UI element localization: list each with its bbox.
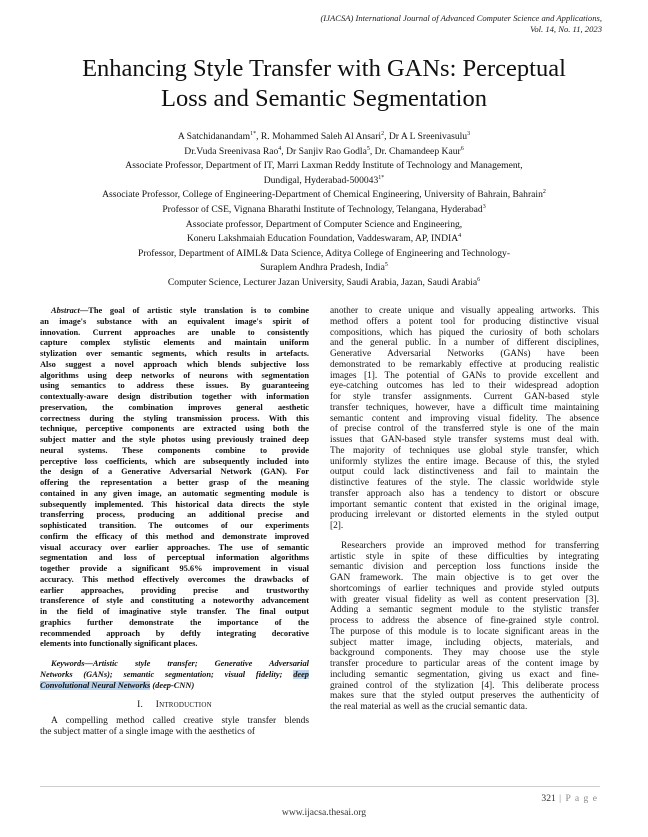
- affiliation-5: Professor, Department of AIML& Data Science, Aditya College of Engineering and Technology-: [137, 247, 511, 259]
- section-number: I.: [137, 700, 144, 711]
- text-line: sophisticated transition. The outcomes of our experiments: [40, 521, 309, 530]
- affiliation-6: [30, 276, 618, 291]
- text-line: including semantic segmentation, giving us exact and fine-: [330, 669, 599, 680]
- abstract-text: The goal of artistic style translation is to combine: [88, 306, 309, 315]
- affiliation-3: [30, 203, 618, 218]
- text-line: The majority of techniques use global style transfer, which: [330, 445, 599, 456]
- text-line: transference of style and constituting a noteworthy advancement: [40, 596, 309, 606]
- text-line: with greater visual fidelity as well as content preservation [3].: [330, 594, 599, 605]
- text-line: confirm the efficacy of this method and demonstrate improved: [40, 531, 309, 541]
- text-line: contextually-aware design distribution together with information: [40, 392, 309, 401]
- text-line: compositions, which has piqued the curiosity of both scholars: [330, 327, 599, 338]
- journal-header: [320, 13, 602, 34]
- section-title: Introduction: [155, 700, 212, 711]
- text-line: output could lack distinctiveness and fail to maintain the: [330, 467, 599, 478]
- text-line: background components. They may choose use the style: [330, 648, 599, 659]
- page-number-value: 321: [541, 793, 556, 804]
- text-line: Researchers provide an improved method for transferring: [341, 540, 599, 551]
- text-line: the design of a Generative Adversarial Network (GAN). For: [40, 467, 309, 477]
- text-line: correctness during the styling transmission process. With this: [40, 413, 309, 423]
- text-line: subject matter and the style photos using previously trained deep: [40, 435, 309, 444]
- right-column: [330, 306, 599, 713]
- text-line: shortcomings of earlier techniques and provide styled outputs: [330, 583, 599, 594]
- author-affiliation-mark: 2: [381, 131, 385, 137]
- journal-volume: Vol. 14, No. 11, 2023: [530, 23, 602, 34]
- text-line: offering the representation a better grasp of the meaning: [40, 478, 309, 487]
- text-line: eye-catching outcomes has led to their widespread adoption: [330, 381, 599, 392]
- author-name: , R. Mohammed Saleh Al Ansari: [256, 131, 382, 142]
- text-line: of precise control of the transferred style is one of the main: [330, 424, 599, 435]
- text-line: visual accuracy over earlier approaches. The use of semantic: [40, 542, 309, 552]
- affiliation-4: Associate professor, Department of Computer Science and Engineering,: [185, 218, 463, 230]
- text-line: semantic content and improving visual fidelity. The absence: [330, 413, 599, 424]
- text-line: neural systems. These components combine to provide: [40, 445, 309, 455]
- text-line: elements into functionally significant places.: [40, 639, 198, 649]
- affiliation-text: Professor of CSE, Vignana Bharathi Institute of Technology, Telangana, Hyderabad: [162, 203, 483, 215]
- text-line: an image's substance with an equivalent image's spirit of: [40, 316, 309, 326]
- affiliation-4-cont: [30, 232, 618, 247]
- text-line: images [1]. The potential of GANs to provide excellent and: [330, 370, 599, 381]
- affiliation-mark: 5: [384, 262, 388, 269]
- page-number: [541, 793, 598, 804]
- author-affiliation-mark: 5: [366, 145, 370, 152]
- author-line-2: [30, 145, 618, 160]
- author-name: Dr.Vuda Sreenivasa Rao: [184, 145, 279, 157]
- text-line: recommended approach by deftly integrating decorative: [40, 628, 309, 638]
- affiliation-text: Suraplem Andhra Pradesh, India: [260, 262, 385, 274]
- title-line-2: Loss and Semantic Segmentation: [161, 85, 487, 112]
- page-word: P a g e: [565, 793, 598, 804]
- text-line: in the field of imaginative style transfer. The final output: [40, 607, 309, 616]
- text-line: capture complex stylistic elements and maintain uniform: [40, 338, 309, 348]
- text-line: segmentation and loss of perceptual information algorithms: [40, 553, 309, 563]
- author-affiliation-mark: 6: [460, 145, 464, 152]
- keywords-text: Artistic style transfer; Generative Adversarial: [92, 659, 309, 668]
- text-line: semantic division and perception loss functions inside the: [330, 562, 599, 573]
- text-line: Generative Adversarial Networks (GANs) have been: [330, 349, 599, 359]
- text-line: uniformly stylizes the entire image. Because of this, the styled: [330, 456, 599, 467]
- affiliation-text: Koneru Lakshmaiah Education Foundation, Vaddeswaram, AP, INDIA: [186, 233, 459, 245]
- highlighted-text: Convolutional Neural Networks: [40, 680, 151, 690]
- text-line: transfer procedure to particular areas of the content image by: [330, 659, 599, 669]
- text-line: GAN framework. The main objective is to get over the: [330, 573, 599, 583]
- text-line: accuracy. This method effectively overcomes the drawbacks of: [40, 574, 309, 584]
- text-line: producing irrelevant or distorted elements in the styled output: [330, 510, 599, 521]
- affiliation-text: Associate Professor, College of Engineering-Department of Chemical Engineering, University of Bahrain, Bahrain: [102, 189, 543, 201]
- text-line: for style transfer assignments. Current GAN-based style: [330, 392, 599, 402]
- text-line: demonstrated to be remarkably effective at producing realistic: [330, 359, 599, 370]
- text-line: subsequently implemented. This historical data directs the style: [40, 499, 309, 509]
- text-line: important semantic content that existed in the original image,: [330, 499, 599, 510]
- text-line: the subject matter of a single image with the aesthetics of: [40, 726, 256, 737]
- section-heading: [40, 700, 309, 711]
- author-name: , Dr Sanjiv Rao Godla: [281, 145, 367, 157]
- affiliation-1: Associate Professor, Department of IT, Marri Laxman Reddy Institute of Technology and Management,: [125, 160, 523, 172]
- text-line: innovation. Current approaches are unable to consistently: [40, 327, 309, 337]
- affiliation-2: [30, 188, 618, 203]
- author-line-1: [30, 130, 618, 145]
- text-line: technique, perceptive components are extracted using both the: [40, 424, 309, 434]
- text-line: Also suggest a novel approach which blends subjective loss: [40, 359, 309, 369]
- paper-title: [30, 54, 618, 114]
- page-separator: |: [555, 793, 566, 804]
- affiliation-1-cont: [30, 174, 618, 189]
- introduction-paragraph: [330, 306, 599, 532]
- keywords-dash: —: [84, 659, 93, 668]
- abstract-first-line: [40, 306, 309, 317]
- text-line: transfer techniques, however, have a difficult time maintaining: [330, 402, 599, 413]
- keywords-text: Networks (GANs); semantic segmentation; visual fidelity;: [40, 669, 294, 679]
- keywords-text: (deep-CNN): [150, 680, 195, 690]
- text-line: [2].: [330, 521, 344, 531]
- author-name: , Dr A L Sreenivasulu: [384, 131, 468, 142]
- affiliation-mark: 1*: [378, 174, 385, 181]
- text-line: method offers a potent tool for producing distinctive visual: [330, 316, 599, 327]
- abstract-body: [40, 317, 309, 650]
- affiliation-mark: 4: [458, 233, 462, 240]
- text-line: graphics further demonstrate the importance of the: [40, 617, 309, 627]
- abstract-label: Abstract: [51, 306, 80, 315]
- author-affiliation-mark: 4: [278, 145, 282, 152]
- affiliation-mark: 6: [477, 276, 481, 283]
- footer-divider: [40, 786, 600, 787]
- left-column: [40, 306, 309, 738]
- text-line: The purpose of this module is to locate significant areas in the: [330, 626, 599, 637]
- affiliation-5-cont: [30, 261, 618, 276]
- text-line: stylization over semantic segments, which results in artefacts.: [40, 349, 309, 358]
- title-line-1: Enhancing Style Transfer with GANs: Perceptual: [82, 55, 566, 82]
- journal-url: www.ijacsa.thesai.org: [281, 807, 367, 818]
- affiliation-text: Computer Science, Lecturer Jazan University, Saudi Arabia, Jazan, Saudi Arabia: [167, 276, 478, 288]
- affiliation-mark: 3: [482, 203, 486, 210]
- keywords-line: [40, 670, 309, 681]
- author-affiliation-mark: 3: [467, 131, 471, 137]
- text-line: earlier approaches, providing precise and trustworthy: [40, 585, 309, 595]
- author-name: , Dr. Chamandeep Kaur: [369, 145, 461, 157]
- keywords-line: [40, 659, 309, 670]
- abstract: [40, 306, 309, 650]
- text-line: contained in any given image, an automatic segmenting module is: [40, 488, 309, 498]
- journal-name: (IJACSA) International Journal of Advanced Computer Science and Applications,: [320, 13, 602, 23]
- highlighted-text: deep: [293, 669, 309, 679]
- text-line: transfer approach also has a tendency to distort or obscure: [330, 488, 599, 499]
- introduction-paragraph: [40, 716, 309, 738]
- text-line: makes sure that the styled output preserves the authenticity of: [330, 691, 599, 702]
- text-line: grained control of the stylization [4]. This deliberate process: [330, 680, 599, 691]
- text-line: the real material as well as the crucial semantic data.: [330, 702, 528, 712]
- keywords-label: Keywords: [51, 659, 85, 668]
- text-line: issues that GAN-based style transfer systems must deal with.: [330, 435, 599, 445]
- text-line: algorithms using deep networks of neurons with segmentation: [40, 370, 309, 380]
- affiliation-mark: 2: [542, 189, 546, 196]
- text-line: and the general public. In a number of different disciplines,: [330, 338, 599, 349]
- keywords: [40, 659, 309, 691]
- text-line: A compelling method called creative style transfer blends: [51, 716, 309, 726]
- text-line: together provide a significant 95.6% improvement in visual: [40, 564, 309, 573]
- text-line: process to address the absence of fine-grained style control.: [330, 616, 599, 626]
- text-line: Adding a semantic segment module to the stylistic transfer: [330, 605, 599, 616]
- text-line: using semantics to address these issues. By guaranteeing: [40, 381, 309, 391]
- text-line: transferring process, producing an additional precise and: [40, 510, 309, 520]
- keywords-line: [40, 681, 309, 692]
- text-line: subject matter image, including objects, materials, and: [330, 637, 599, 648]
- text-line: another to create unique and visually appealing artworks. This: [330, 306, 599, 316]
- text-line: perceptive loss coefficients, which are subsequently included into: [40, 456, 309, 466]
- text-line: preservation, the combination improves general aesthetic: [40, 402, 309, 412]
- text-line: artistic style in spite of these difficulties by integrating: [330, 551, 599, 562]
- author-affiliation-mark: 1*: [250, 131, 257, 137]
- text-line: distinctive features of the style. The classic worldwide style: [330, 478, 599, 488]
- affiliation-text: Dundigal, Hyderabad-500043: [263, 174, 379, 186]
- author-block: [30, 130, 618, 291]
- author-name: A Satchidanandam: [177, 131, 251, 142]
- introduction-paragraph: [330, 541, 599, 713]
- abstract-dash: —: [79, 306, 89, 315]
